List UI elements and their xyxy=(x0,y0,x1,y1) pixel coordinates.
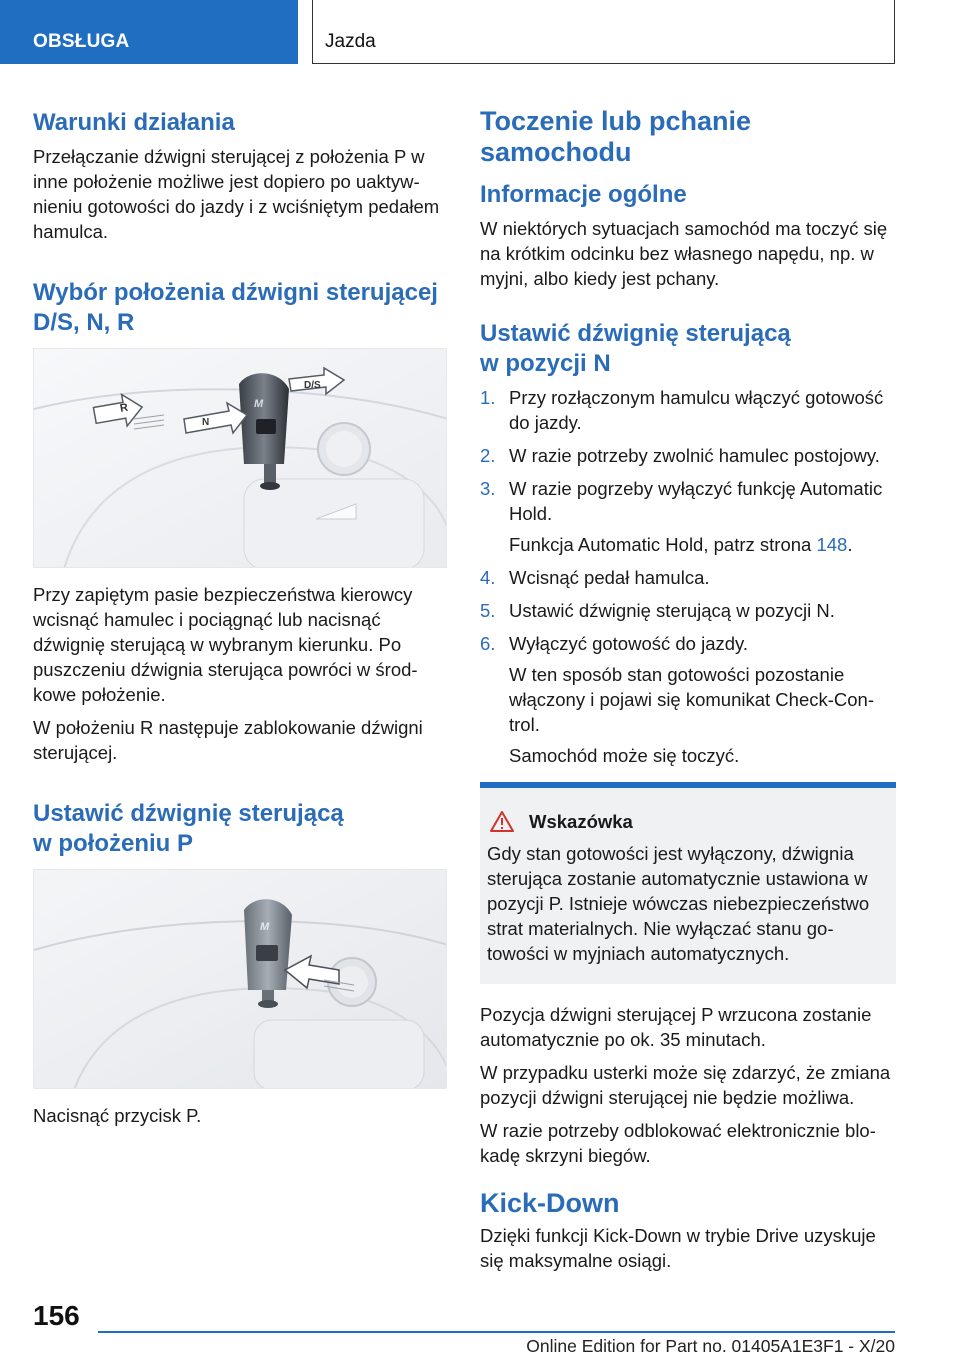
step-number: 2. xyxy=(480,445,496,466)
heading-set-park-line2: w położeniu P xyxy=(33,830,193,857)
heading-kickdown: Kick-Down xyxy=(480,1188,620,1218)
section-title: OBSŁUGA xyxy=(33,31,130,52)
paragraph-conditions: Przełączanie dźwigni sterującej z położenia P w inne położenie możliwe jest dopiero po uaktywnieniu gotowości do jazdy i z wciśniętym pedałem hamulca. xyxy=(33,146,440,242)
steps-list xyxy=(480,385,896,526)
list-item xyxy=(480,443,896,468)
heading-rolling xyxy=(480,106,896,168)
list-item xyxy=(480,385,896,435)
step-text: W razie pogrzeby wyłączyć funkcję Automatic Hold. xyxy=(509,478,883,524)
figure1-n-label: N xyxy=(202,417,210,428)
paragraph-unlock: W razie potrzeby odblokować elektronicznie blokadę skrzyni biegów. xyxy=(480,1120,876,1166)
paragraph-kickdown: Dzięki funkcji Kick-Down w trybie Drive uzyskuje się maksymalne osiągi. xyxy=(480,1225,876,1271)
warning-header xyxy=(487,810,886,833)
step-number: 3. xyxy=(480,478,496,499)
list-item xyxy=(480,598,896,623)
step-text: Wcisnąć pedał hamulca. xyxy=(509,567,710,588)
step-number: 4. xyxy=(480,567,496,588)
warning-title: Wskazówka xyxy=(529,810,633,832)
list-item xyxy=(480,476,896,526)
heading-select-position: Wybór położenia dźwigni sterującej D/S, N, R xyxy=(33,279,438,336)
step3-note xyxy=(480,532,896,557)
step-text: Wyłączyć gotowość do jazdy. xyxy=(509,633,749,654)
paragraph-general: W niektórych sytuacjach samochód ma toczyć się na krótkim odcinku bez własnego napędu, np. w myjni, albo kiedy jest pchany. xyxy=(480,218,888,289)
step6-note-1: W ten sposób stan gotowości pozostanie włączony i pojawi się komunikat Check-Control. xyxy=(509,664,875,735)
paragraph-fault: W przypadku usterki może się zdarzyć, że zmiana pozycji dźwigni sterującej nie będzie możliwa. xyxy=(480,1062,891,1108)
heading-rolling-line2: samochodu xyxy=(480,137,632,167)
step3-note-text: Funkcja Automatic Hold, patrz strona xyxy=(509,534,817,555)
warning-triangle-icon xyxy=(489,810,515,833)
chapter-header xyxy=(312,0,895,64)
heading-rolling-line1: Toczenie lub pchanie xyxy=(480,106,752,136)
page-number: 156 xyxy=(33,1300,80,1331)
heading-conditions: Warunki działania xyxy=(33,109,235,136)
figure-gear-selector-positions xyxy=(33,348,447,568)
step-text: Przy rozłączonym hamulcu włączyć gotowość do jazdy. xyxy=(509,387,884,433)
section-tab xyxy=(0,0,298,64)
figure1-ds-label: D/S xyxy=(304,380,321,391)
heading-set-neutral-line1: Ustawić dźwignię sterującą xyxy=(480,320,791,347)
step-text: W razie potrzeby zwolnić hamulec postojowy. xyxy=(509,445,880,466)
warning-box xyxy=(480,782,896,984)
paragraph-select-1: Przy zapiętym pasie bezpieczeństwa kierowcy wcisnąć hamulec i pociągnąć lub nacisnąć dźwignię sterującą w wybranym kierunku. Po puszczeniu dźwignia sterująca powróci w środkowe położenie. xyxy=(33,584,418,705)
step-number: 1. xyxy=(480,387,496,408)
figure1-r-label: R xyxy=(119,401,129,415)
footer-edition: Online Edition for Part no. 01405A1E3F1 - X/20 xyxy=(526,1336,895,1356)
step-number: 6. xyxy=(480,633,496,654)
step-number: 5. xyxy=(480,600,496,621)
paragraph-park: Nacisnąć przycisk P. xyxy=(33,1105,202,1126)
chapter-title: Jazda xyxy=(325,31,376,52)
right-column xyxy=(480,100,896,1281)
heading-set-park xyxy=(33,799,447,859)
list-item xyxy=(480,565,896,590)
paragraph-select-2: W położeniu R następuje zablokowanie dźwigni sterującej. xyxy=(33,717,423,763)
heading-set-neutral xyxy=(480,319,896,379)
figure1-m-label: M xyxy=(254,398,264,410)
heading-general-info: Informacje ogólne xyxy=(480,181,687,208)
figure-park-button xyxy=(33,869,447,1089)
warning-text: Gdy stan gotowości jest wyłączony, dźwignia sterująca zostanie automatycznie ustawiona w pozycji P. Istnieje wówczas niebezpieczeństwo strat materialnych. Nie wyłączać stanu gotowości w myjniach automatycznych. xyxy=(487,843,870,964)
step-text: Ustawić dźwignię sterującą w pozycji N. xyxy=(509,600,835,621)
steps-list-continued xyxy=(480,565,896,656)
left-column xyxy=(33,100,447,1136)
heading-set-park-line1: Ustawić dźwignię sterującą xyxy=(33,800,344,827)
list-item xyxy=(480,631,896,656)
heading-set-neutral-line2: w pozycji N xyxy=(480,350,611,377)
page-link[interactable]: 148 xyxy=(816,534,848,555)
footer-divider xyxy=(98,1331,895,1333)
figure2-m-label: M xyxy=(260,921,270,933)
step6-note-2: Samochód może się toczyć. xyxy=(509,745,740,766)
step3-note-end: . xyxy=(847,534,853,555)
paragraph-auto-park: Pozycja dźwigni sterującej P wrzucona zostanie automatycznie po ok. 35 minutach. xyxy=(480,1004,872,1050)
